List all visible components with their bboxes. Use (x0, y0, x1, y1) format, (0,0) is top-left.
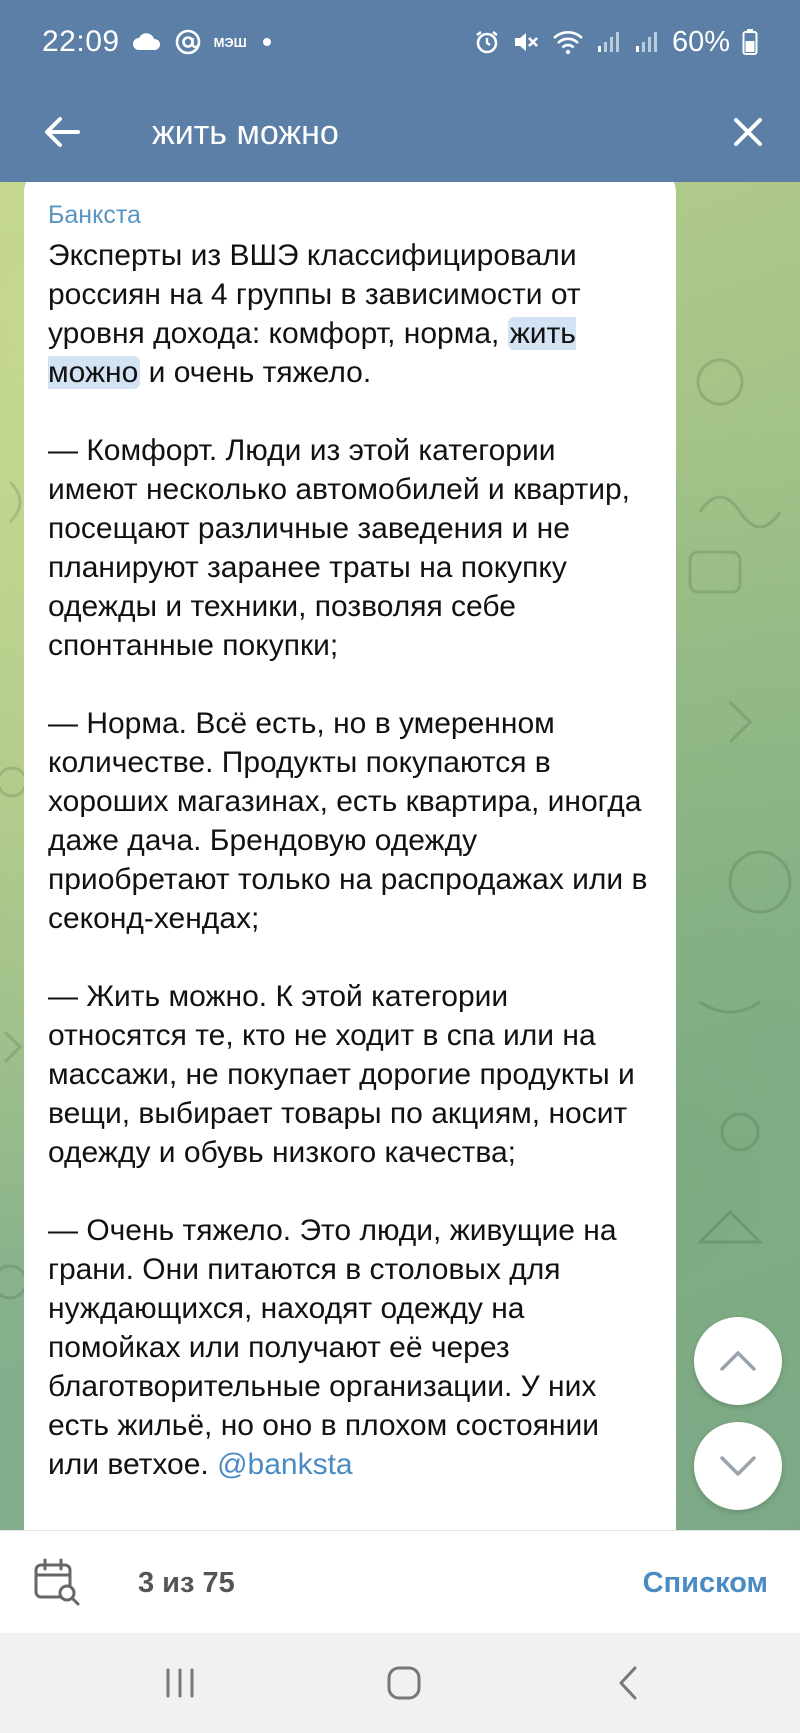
intro-text: Эксперты из ВШЭ классифицировали россиян на 4 группы в зависимости от уровня дохода: комфорт, норма, (48, 239, 581, 350)
signal-icon (596, 30, 622, 54)
cloud-icon (132, 32, 162, 52)
home-button[interactable] (374, 1658, 434, 1708)
nav-back-icon (616, 1665, 640, 1701)
alarm-icon (474, 29, 500, 55)
search-query-input[interactable]: жить можно (152, 114, 339, 152)
list-view-button[interactable]: Списком (642, 1567, 768, 1599)
back-button[interactable] (36, 106, 88, 158)
paragraph-livable: — Жить можно. К этой категории относятся те, кто не ходит в спа или на массажи, не покупает дорогие продукты и вещи, выбирает товары по акциям, носит одежду и обувь низкого качества; (48, 980, 635, 1169)
intro-text-end: и очень тяжело. (140, 356, 372, 389)
carrier-label: МЭШ (213, 34, 247, 50)
recents-button[interactable] (150, 1658, 210, 1708)
at-sign-icon (174, 28, 202, 56)
search-highlight: жить можно (48, 317, 576, 389)
mute-icon (512, 29, 540, 55)
battery-icon (742, 28, 758, 56)
search-results-bar (0, 1530, 800, 1633)
calendar-search-icon (32, 1557, 82, 1607)
message-text (48, 236, 652, 1484)
sender-name[interactable]: Банкста (48, 201, 141, 229)
paragraph-hard (48, 1211, 652, 1484)
status-left (42, 25, 271, 59)
status-time: 22:09 (42, 25, 120, 58)
next-result-button[interactable] (694, 1422, 782, 1510)
result-counter: 3 из 75 (138, 1567, 235, 1599)
chevron-down-icon (718, 1454, 758, 1478)
battery-percent: 60% (671, 25, 730, 58)
close-search-button[interactable] (722, 106, 774, 158)
mention-link[interactable]: @banksta (217, 1448, 353, 1481)
paragraph-comfort: — Комфорт. Люди из этой категории имеют несколько автомобилей и квартир, посещают различные заведения и не планируют заранее траты на покупку одежды и техники, позволяя себе спонтанные покупки; (48, 434, 630, 662)
search-header (0, 84, 800, 182)
paragraph-hard-text: — Очень тяжело. Это люди, живущие на грани. Они питаются в столовых для нуждающихся, находят одежду на помойках или получают её через благотворительные организации. У них есть жильё, но оно в плохом состоянии или ветхое. (48, 1214, 617, 1481)
message-bubble[interactable] (24, 182, 676, 1530)
close-icon (732, 116, 764, 148)
system-nav-bar (0, 1633, 800, 1733)
paragraph-norm: — Норма. Всё есть, но в умеренном количестве. Продукты покупаются в хороших магазинах, есть квартира, иногда даже дача. Брендовую одежду приобретают только на распродажах или в секонд-хендах; (48, 707, 648, 935)
signal-icon-2 (634, 30, 660, 54)
status-bar (0, 0, 800, 84)
wifi-icon (552, 29, 584, 55)
home-icon (386, 1665, 422, 1701)
recents-icon (162, 1667, 198, 1699)
message-intro (48, 236, 652, 392)
chevron-up-icon (718, 1349, 758, 1373)
arrow-left-icon (42, 114, 82, 150)
status-right (474, 26, 758, 59)
chat-area[interactable] (0, 182, 800, 1530)
notification-dot-icon (263, 38, 271, 46)
nav-back-button[interactable] (598, 1658, 658, 1708)
calendar-button[interactable] (32, 1557, 82, 1607)
previous-result-button[interactable] (694, 1317, 782, 1405)
